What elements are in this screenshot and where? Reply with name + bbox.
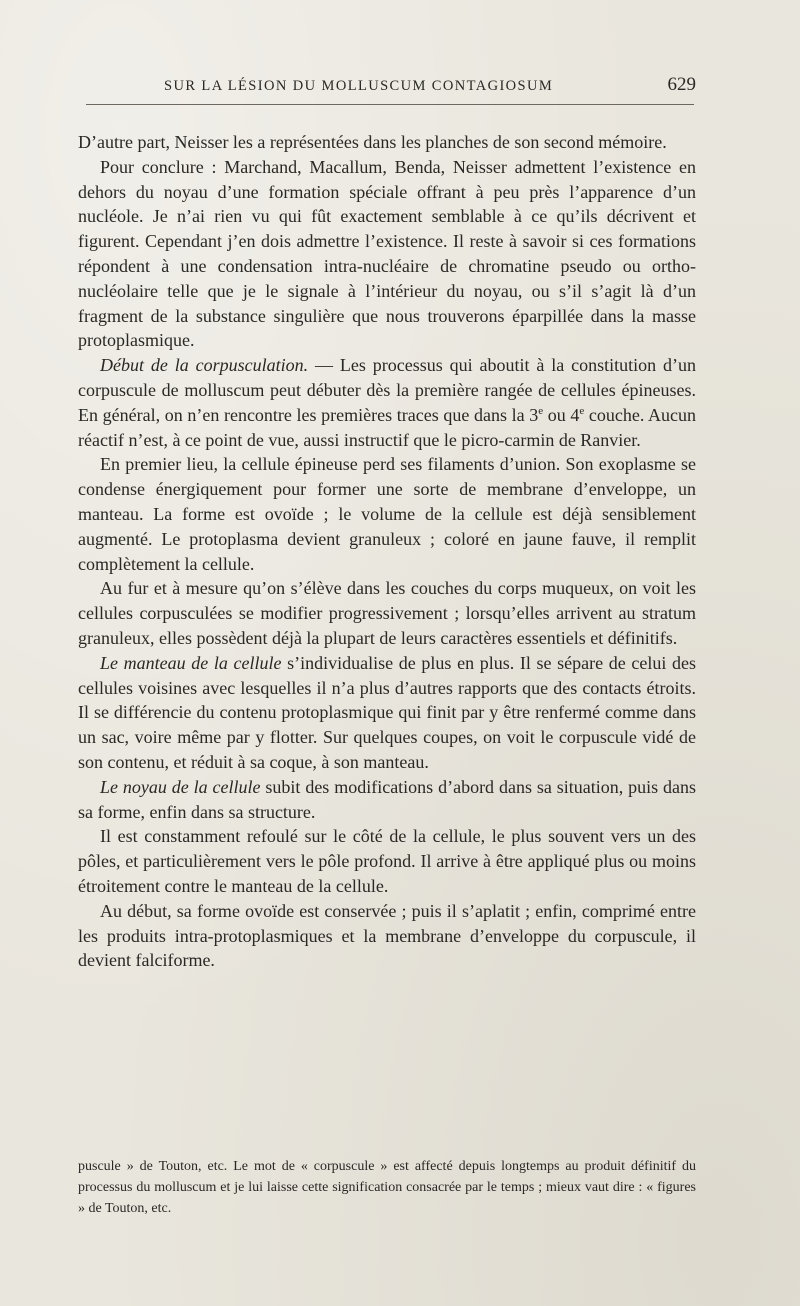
superscript-e-1: e [538,404,544,417]
section-heading-noyau: Le noyau de la cellule [100,776,261,797]
paragraph-4-text: En premier lieu, la cellule épineuse perd ses filaments d’union. Son exoplasme se condense énergiquement pour former une sorte de membrane d’enveloppe, un manteau. La forme est ovoïde ; le volume de la cellule est déjà sensiblement augmenté. Le protoplasma devient granuleux ; coloré en jaune fauve, il remplit complètement la cellule. [78,454,696,574]
paragraph-2 [78,155,696,353]
section-heading-manteau: Le manteau de la cellule [100,652,282,673]
body-text [78,130,696,973]
paragraph-3-tail: couche. Aucun réactif n’est, à ce point de vue, aussi instructif que le picro-carmin de Ranvier. [78,404,696,450]
footnote [78,1156,696,1219]
paragraph-1 [78,130,696,155]
section-heading-corpusculation: Début de la corpusculation. [100,355,309,376]
paragraph-3-mid: ou 4 [543,404,580,425]
paragraph-7-text: subit des modifications d’abord dans sa situation, puis dans sa forme, enfin dans sa structure. [78,776,697,822]
header-rule [86,104,694,105]
paragraph-5 [78,576,696,650]
paragraph-5-text: Au fur et à mesure qu’on s’élève dans les couches du corps muqueux, on voit les cellules corpusculées se modifier progressivement ; lorsqu’elles arrivent au stratum granuleux, elles possèdent déjà la plupart de leurs caractères essentiels et définitifs. [78,578,696,648]
paragraph-3 [78,353,696,452]
footnote-text: puscule » de Touton, etc. Le mot de « corpuscule » est affecté depuis longtemps au produit définitif du processus du molluscum et je lui laisse cette signification consacrée par le temps ; mieux vaut dire : « figures » de Touton, etc. [78,1159,696,1216]
paragraph-9 [78,899,696,973]
paragraph-8 [78,824,696,898]
paragraph-2-text: Pour conclure : Marchand, Macallum, Benda, Neisser admettent l’existence en dehors du noyau d’une formation spéciale offrant à peu près l’apparence d’un nucléole. Je n’ai rien vu qui fût exactement semblable à ce qu’ils décrivent et figurent. Cependant j’en dois admettre l’existence. Il reste à savoir si ces formations répondent à une condensation intra-nucléaire de chromatine pseudo ou ortho-nucléolaire telle que je le signale à l’intérieur du noyau, ou s’il s’agit là d’un fragment de la substance singulière que nous trouverons éparpillée dans la masse protoplasmique. [78,156,696,351]
page-number: 629 [667,74,696,95]
paragraph-8-text: Il est constamment refoulé sur le côté de la cellule, le plus souvent vers un des pôles, et particulièrement vers le pôle profond. Il arrive à être appliqué plus ou moins étroitement contre le manteau de la cellule. [78,826,696,896]
page-header [78,74,696,104]
running-title: SUR LA LÉSION DU MOLLUSCUM CONTAGIOSUM [164,78,554,94]
paragraph-7 [78,775,696,825]
superscript-e-2: e [579,404,585,417]
paragraph-9-text: Au début, sa forme ovoïde est conservée ; puis il s’aplatit ; enfin, comprimé entre les produits intra-protoplasmiques et la membrane d’enveloppe du corpuscule, il devient falciforme. [78,900,696,971]
paragraph-1-text: D’autre part, Neisser les a représentées dans les planches de son second mémoire. [78,132,667,152]
paragraph-6 [78,651,696,775]
paragraph-3-text: — Les processus qui aboutit à la constitution d’un corpuscule de molluscum peut débuter dès la première rangée de cellules épineuses. En général, on n’en rencontre les premières traces que dans la 3 [78,355,696,425]
paragraph-6-text: s’individualise de plus en plus. Il se sépare de celui des cellules voisines avec lesquelles il n’a plus d’autres rapports que des contacts étroits. Il se différencie du contenu protoplasmique qui finit par y être renfermé comme dans un sac, voire même par y flotter. Sur quelques coupes, on voit le corpuscule vidé de son contenu, et réduit à sa coque, à son manteau. [78,652,696,772]
paragraph-4 [78,452,696,576]
